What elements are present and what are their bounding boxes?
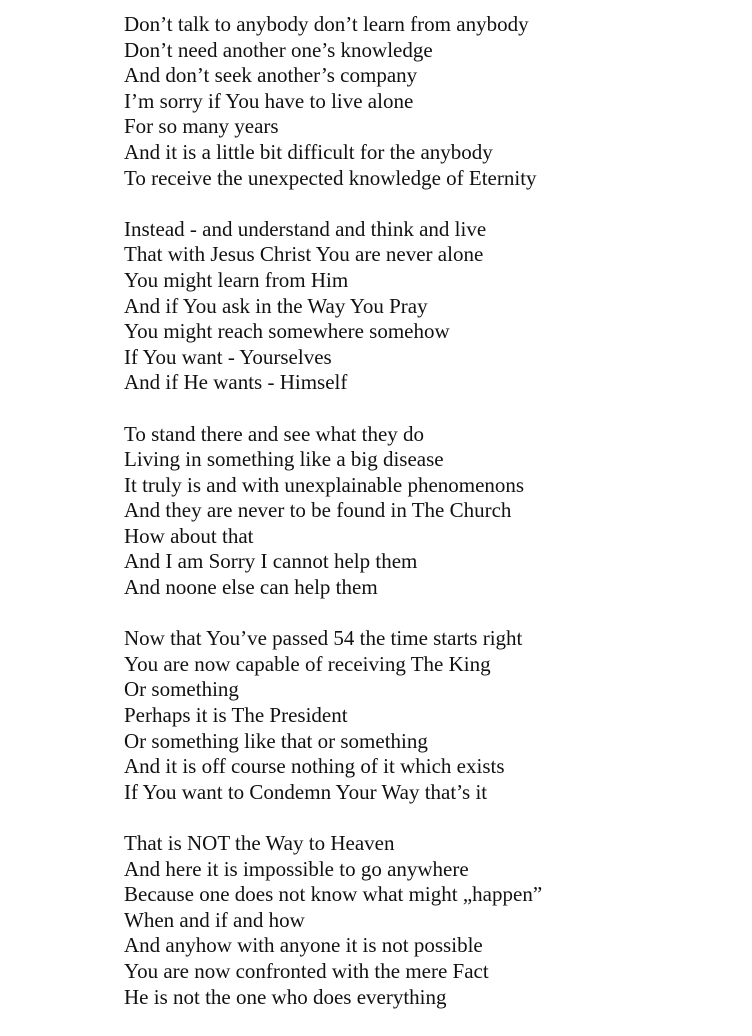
poem-line: When and if and how: [124, 907, 305, 932]
poem-line: Don’t talk to anybody don’t learn from anybody: [124, 12, 529, 36]
poem-line: Living in something like a big disease: [124, 447, 444, 472]
poem-line: That with Jesus Christ You are never alone: [124, 242, 484, 267]
poem-line: Perhaps it is The President: [124, 703, 348, 728]
stanza-5: [124, 831, 744, 1010]
stanza-3: [124, 422, 744, 601]
poem-line: And I am Sorry I cannot help them: [124, 549, 418, 574]
poem-line: If You want to Condemn Your Way that’s it: [124, 779, 488, 804]
poem-line: And don’t seek another’s company: [124, 63, 418, 88]
poem-line: Or something like that or something: [124, 728, 428, 753]
poem-line: You are now confronted with the mere Fact: [124, 958, 489, 983]
poem-line: I’m sorry if You have to live alone: [124, 88, 414, 113]
poem-line: Instead - and understand and think and live: [124, 216, 487, 241]
poem-line: Because one does not know what might „happen”: [124, 882, 543, 907]
poem-line: And it is off course nothing of it which exists: [124, 754, 505, 779]
poem-line: Don’t need another one’s knowledge: [124, 37, 433, 62]
poem-line: And if You ask in the Way You Pray: [124, 293, 428, 318]
poem-line: And they are never to be found in The Church: [124, 498, 512, 523]
poem-line: Now that You’ve passed 54 the time starts right: [124, 626, 523, 651]
poem-line: And here it is impossible to go anywhere: [124, 856, 469, 881]
poem-line: You might reach somewhere somehow: [124, 319, 450, 344]
poem-line: To receive the unexpected knowledge of Eternity: [124, 165, 537, 190]
stanza-2: [124, 217, 744, 396]
poem-line: And anyhow with anyone it is not possible: [124, 933, 483, 958]
poem-page: [124, 12, 744, 1036]
poem-line: How about that: [124, 523, 254, 548]
stanza-4: [124, 626, 744, 805]
poem-line: It truly is and with unexplainable phenomenons: [124, 472, 525, 497]
poem-line: That is NOT the Way to Heaven: [124, 831, 395, 855]
poem-line: He is not the one who does everything: [124, 984, 447, 1009]
stanza-1: [124, 12, 744, 191]
poem-line: You might learn from Him: [124, 267, 349, 292]
poem-line: If You want - Yourselves: [124, 344, 332, 369]
poem-line: For so many years: [124, 114, 279, 139]
poem-line: You are now capable of receiving The King: [124, 651, 491, 676]
poem-line: And noone else can help them: [124, 575, 378, 600]
poem-line: To stand there and see what they do: [124, 421, 425, 446]
poem-line: Or something: [124, 677, 239, 702]
poem-line: And if He wants - Himself: [124, 370, 348, 395]
poem-line: And it is a little bit difficult for the anybody: [124, 139, 493, 164]
